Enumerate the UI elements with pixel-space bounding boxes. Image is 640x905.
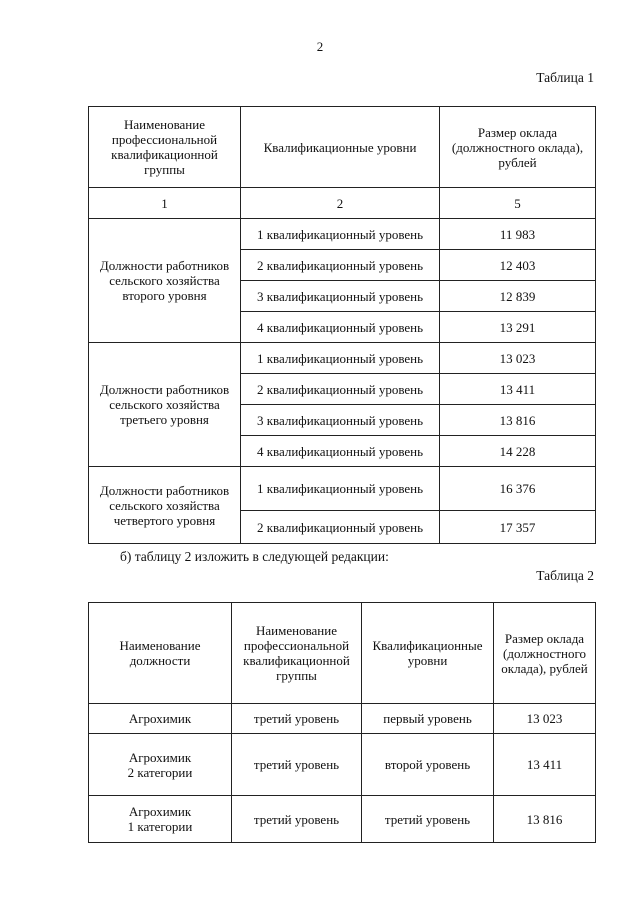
table-row: [89, 467, 596, 511]
salary-cell: 12 839: [440, 281, 596, 312]
level-cell: 3 квалификационный уровень: [241, 405, 440, 436]
salary-cell: 13 411: [440, 374, 596, 405]
group-cell: третий уровень: [232, 734, 362, 796]
level-cell: второй уровень: [362, 734, 494, 796]
level-cell: 3 квалификационный уровень: [241, 281, 440, 312]
table1-header-level: Квалификационные уровни: [241, 107, 440, 188]
salary-cell: 13 023: [494, 704, 596, 734]
group-name-cell: Должности работников сельского хозяйства третьего уровня: [89, 343, 241, 467]
level-cell: 1 квалификационный уровень: [241, 343, 440, 374]
table-row: [89, 704, 596, 734]
table1-column-number-row: [89, 188, 596, 219]
table1-colnum: 5: [440, 188, 596, 219]
group-cell: третий уровень: [232, 704, 362, 734]
level-cell: 1 квалификационный уровень: [241, 467, 440, 511]
level-cell: 2 квалификационный уровень: [241, 250, 440, 281]
salary-cell: 11 983: [440, 219, 596, 250]
level-cell: первый уровень: [362, 704, 494, 734]
salary-cell: 13 816: [440, 405, 596, 436]
table-row: [89, 343, 596, 374]
level-cell: 2 квалификационный уровень: [241, 374, 440, 405]
salary-cell: 17 357: [440, 511, 596, 544]
level-cell: 2 квалификационный уровень: [241, 511, 440, 544]
amendment-note: б) таблицу 2 изложить в следующей редакции:: [120, 549, 389, 564]
level-cell: 4 квалификационный уровень: [241, 312, 440, 343]
salary-cell: 13 023: [440, 343, 596, 374]
table1-header-salary: Размер оклада (должностного оклада), рублей: [440, 107, 596, 188]
table2-header-salary: Размер оклада (должностного оклада), рублей: [494, 603, 596, 704]
table2-caption: Таблица 2: [536, 568, 594, 583]
group-cell: третий уровень: [232, 796, 362, 843]
table-row: [89, 219, 596, 250]
page-number: 2: [316, 39, 324, 54]
level-cell: третий уровень: [362, 796, 494, 843]
table1-colnum: 2: [241, 188, 440, 219]
salary-cell: 14 228: [440, 436, 596, 467]
salary-cell: 13 411: [494, 734, 596, 796]
table1-header-group: Наименование профессиональной квалификационной группы: [89, 107, 241, 188]
salary-cell: 13 816: [494, 796, 596, 843]
table2-header-row: [89, 603, 596, 704]
salary-cell: 13 291: [440, 312, 596, 343]
salary-cell: 12 403: [440, 250, 596, 281]
table2-header-level: Квалификационные уровни: [362, 603, 494, 704]
table-row: [89, 734, 596, 796]
salary-table-2: [88, 602, 596, 843]
table1-colnum: 1: [89, 188, 241, 219]
position-cell: Агрохимик 1 категории: [89, 796, 232, 843]
group-name-cell: Должности работников сельского хозяйства четвертого уровня: [89, 467, 241, 544]
table1-header-row: [89, 107, 596, 188]
table1-caption: Таблица 1: [536, 70, 594, 85]
table2-header-position: Наименование должности: [89, 603, 232, 704]
position-cell: Агрохимик 2 категории: [89, 734, 232, 796]
level-cell: 4 квалификационный уровень: [241, 436, 440, 467]
position-cell: Агрохимик: [89, 704, 232, 734]
table2-header-group: Наименование профессиональной квалификационной группы: [232, 603, 362, 704]
salary-cell: 16 376: [440, 467, 596, 511]
group-name-cell: Должности работников сельского хозяйства второго уровня: [89, 219, 241, 343]
level-cell: 1 квалификационный уровень: [241, 219, 440, 250]
table-row: [89, 796, 596, 843]
salary-table-1: [88, 106, 596, 544]
